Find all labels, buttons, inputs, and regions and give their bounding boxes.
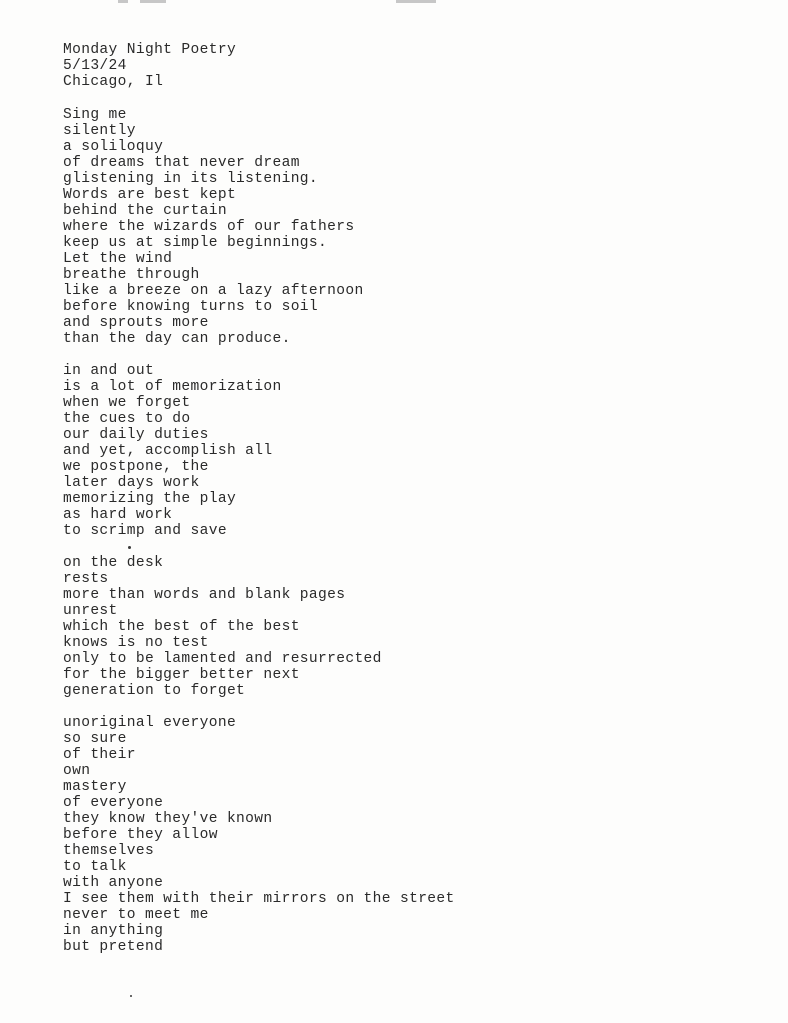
poem-line: with anyone [63,875,164,891]
poem-line: in anything [63,923,164,939]
poem-line: glistening in its listening. [63,171,319,187]
stanza-4 [63,715,455,955]
stanza-1 [63,107,455,347]
poem-line: the cues to do [63,411,191,427]
poem-line: Sing me [63,107,127,123]
poem-line: so sure [63,731,127,747]
poem-line: and yet, accomplish all [63,443,273,459]
poem-line: and sprouts more [63,315,209,331]
poem-line: unrest [63,603,118,619]
poem-line: Words are best kept [63,187,237,203]
poem-line: behind the curtain [63,203,227,219]
poem-line: when we forget [63,395,191,411]
poem-line: own [63,763,91,779]
poem-line: where the wizards of our fathers [63,219,355,235]
poem-line: of dreams that never dream [63,155,300,171]
poem-line: keep us at simple beginnings. [63,235,328,251]
poem-line: to talk [63,859,127,875]
poem-line: we postpone, the [63,459,209,475]
poem-location: Chicago, Il [63,74,164,90]
poem-line: knows is no test [63,635,209,651]
poem-line: which the best of the best [63,619,300,635]
poem-line: unoriginal everyone [63,715,237,731]
stanza-3 [63,555,455,699]
poem-line: breathe through [63,267,200,283]
poem-line: to scrimp and save [63,523,227,539]
poem-line: only to be lamented and resurrected [63,651,382,667]
poem-line: like a breeze on a lazy afternoon [63,283,364,299]
poem-line: before knowing turns to soil [63,299,319,315]
poem-line: but pretend [63,939,164,955]
poem-line: than the day can produce. [63,331,291,347]
poem-line: of their [63,747,136,763]
poem-line: before they allow [63,827,218,843]
poem-line: Let the wind [63,251,173,267]
poem-line: our daily duties [63,427,209,443]
ink-speck [130,995,132,997]
poem-line: mastery [63,779,127,795]
poem-line: is a lot of memorization [63,379,282,395]
poem-line: in and out [63,363,155,379]
poem-line: memorizing the play [63,491,237,507]
poem-date: 5/13/24 [63,58,127,74]
poem-header [63,42,236,90]
poem-line: of everyone [63,795,164,811]
poem-line: I see them with their mirrors on the street [63,891,455,907]
top-edge-mark [140,0,166,3]
poem-line: never to meet me [63,907,209,923]
poem-line: for the bigger better next [63,667,300,683]
poem-line: rests [63,571,109,587]
ink-speck [128,546,131,549]
poem-line: more than words and blank pages [63,587,346,603]
poem-line: later days work [63,475,200,491]
poem-line: silently [63,123,136,139]
top-edge-mark [396,0,436,3]
poem-line: a soliloquy [63,139,164,155]
poem-body [63,107,455,971]
poem-title: Monday Night Poetry [63,42,237,58]
poem-line: generation to forget [63,683,246,699]
stanza-2 [63,363,455,539]
poem-line: as hard work [63,507,173,523]
poem-line: on the desk [63,555,164,571]
top-edge-mark [118,0,128,3]
poem-line: they know they've known [63,811,273,827]
poem-line: themselves [63,843,155,859]
